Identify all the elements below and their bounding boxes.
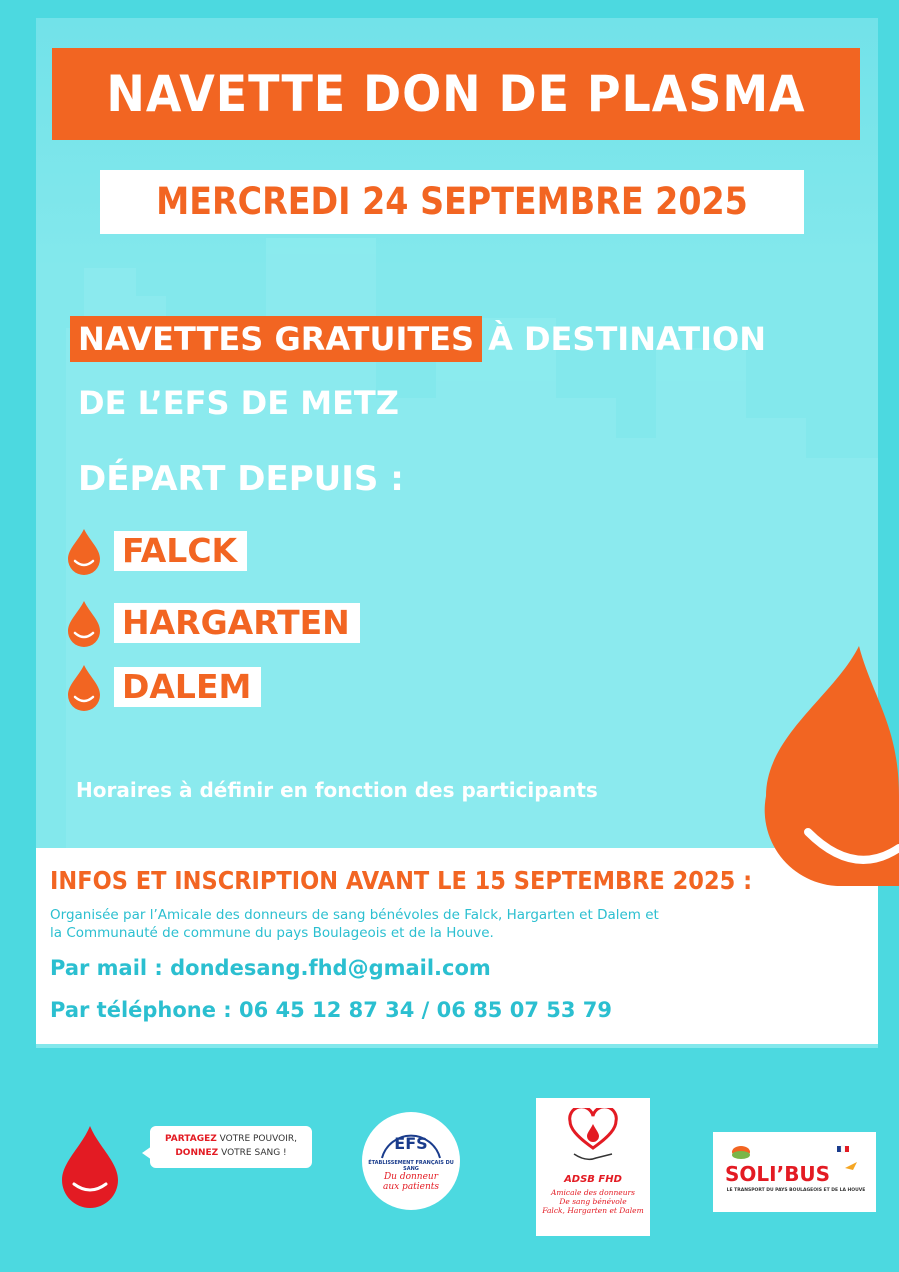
info-title: INFOS ET INSCRIPTION AVANT LE 15 SEPTEMBRE 2025 : bbox=[50, 866, 753, 895]
location-name: DALEM bbox=[114, 667, 261, 707]
date-banner bbox=[100, 170, 804, 234]
efs-slogan-line-1: Du donneur bbox=[383, 1172, 439, 1182]
city-skyline-decoration bbox=[36, 18, 878, 858]
adsb-description bbox=[536, 1188, 650, 1215]
event-date: MERCREDI 24 SEPTEMBRE 2025 bbox=[156, 180, 748, 223]
drop-icon bbox=[64, 599, 104, 647]
drop-icon bbox=[64, 527, 104, 575]
blood-drop-logo bbox=[56, 1122, 124, 1208]
location-name: FALCK bbox=[114, 531, 247, 571]
adsb-line-3: Falck, Hargarten et Dalem bbox=[542, 1206, 644, 1215]
adsb-line-1: Amicale des donneurs bbox=[551, 1188, 635, 1197]
drop-icon bbox=[64, 663, 104, 711]
page-title: NAVETTE DON DE PLASMA bbox=[106, 65, 806, 123]
title-banner bbox=[52, 48, 860, 140]
heart-hand-icon bbox=[566, 1108, 620, 1170]
efs-slogan bbox=[362, 1172, 460, 1192]
shuttle-line-1 bbox=[70, 316, 766, 366]
organiser-text bbox=[50, 906, 750, 942]
efs-logo bbox=[362, 1112, 460, 1210]
location-item-dalem bbox=[64, 664, 261, 710]
efs-name: EFS bbox=[394, 1134, 428, 1153]
share-slogan-bubble bbox=[150, 1126, 312, 1168]
solibus-logo bbox=[713, 1132, 876, 1212]
efs-slogan-line-2: aux patients bbox=[382, 1182, 440, 1192]
share-slogan-rest-2: VOTRE SANG ! bbox=[218, 1148, 287, 1158]
free-shuttles-highlight: NAVETTES GRATUITES bbox=[70, 316, 482, 362]
location-item-falck bbox=[64, 528, 247, 574]
location-item-hargarten bbox=[64, 600, 360, 646]
adsb-fhd-logo bbox=[536, 1098, 650, 1236]
location-name: HARGARTEN bbox=[114, 603, 360, 643]
schedule-note: Horaires à définir en fonction des participants bbox=[76, 778, 598, 802]
large-drop-icon bbox=[764, 646, 899, 886]
departure-heading: DÉPART DEPUIS : bbox=[78, 459, 404, 499]
efs-full-name: ÉTABLISSEMENT FRANÇAIS DU SANG bbox=[368, 1160, 454, 1172]
share-slogan-rest-1: VOTRE POUVOIR, bbox=[216, 1134, 297, 1144]
organiser-line-1: Organisée par l’Amicale des donneurs de sang bénévoles de Falck, Hargarten et Dalem et bbox=[50, 907, 659, 923]
destination-text: À DESTINATION bbox=[488, 320, 766, 358]
share-slogan-bold-2: DONNEZ bbox=[175, 1148, 219, 1158]
shuttle-line-2: DE L’EFS DE METZ bbox=[78, 384, 399, 422]
contact-email[interactable]: Par mail : dondesang.fhd@gmail.com bbox=[50, 956, 491, 980]
solibus-name: SOLI’BUS bbox=[725, 1162, 831, 1186]
adsb-line-2: De sang bénévole bbox=[559, 1197, 627, 1206]
solibus-subtitle: LE TRANSPORT DU PAYS BOULAGEOIS ET DE LA HOUVE bbox=[726, 1188, 866, 1193]
organiser-line-2: la Communauté de commune du pays Boulageois et de la Houve. bbox=[50, 925, 494, 941]
share-slogan-bold-1: PARTAGEZ bbox=[165, 1134, 217, 1144]
contact-phone[interactable]: Par téléphone : 06 45 12 87 34 / 06 85 07 53 79 bbox=[50, 998, 613, 1022]
adsb-name: ADSB FHD bbox=[564, 1174, 622, 1185]
info-box bbox=[36, 848, 878, 1044]
